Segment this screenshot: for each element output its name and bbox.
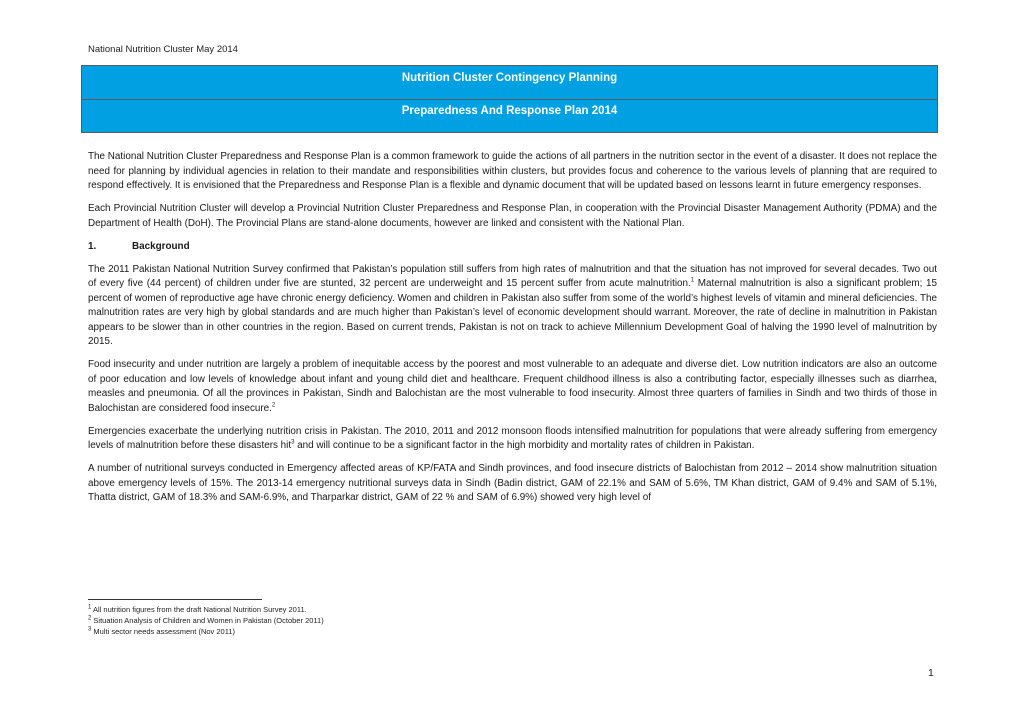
footnote-mark: 2 — [88, 615, 92, 622]
footnote-ref: 2 — [271, 402, 276, 409]
footnote-separator — [88, 599, 262, 600]
paragraph-text: Emergencies exacerbate the underlying nutrition crisis in Pakistan. The 2010, 2011 and 2012 monsoon floods intensified malnutrition for populations that were already suffering from emergency levels of malnutrition before these disasters hit — [88, 425, 937, 451]
document-title: Nutrition Cluster Contingency Planning — [401, 72, 618, 84]
section-heading — [88, 240, 937, 255]
footnote-mark: 1 — [88, 604, 92, 611]
footnote-text: All nutrition figures from the draft National Nutrition Survey 2011. — [91, 605, 307, 614]
running-header: National Nutrition Cluster May 2014 — [88, 44, 238, 55]
paragraph-text: and will continue to be a significant factor in the high morbidity and mortality rates of children in Pakistan. — [294, 440, 755, 451]
document-subtitle: Preparedness And Response Plan 2014 — [82, 99, 937, 132]
footnote-3 — [88, 626, 688, 637]
paragraph-text: Maternal malnutrition is also a significant problem; 15 percent of women of reproductive age have chronic energy deficiency. Women and children in Pakistan also suffer from some of the world’s highest levels of vitamin and mineral deficiencies. The malnutrition rates are very high by global standards and are much higher than Pakistan’s level of economic development should warrant. Moreover, the rate of decline in malnutrition in Pakistan appears to be slower than in other countries in the region. Based on current trends, Pakistan is not on track to achieve Millennium Development Goal of halving the 1990 level of malnutrition by 2015. — [88, 278, 938, 347]
paragraph-text: Food insecurity and under nutrition are largely a problem of inequitable access by the poorest and most vulnerable to an adequate and diverse diet. Low nutrition indicators are also an outcome of poor education and low levels of knowledge about infant and young child diet and healthcare. Frequent childhood illness is also a contributing factor, especially illnesses such as diarrhea, measles and pneumonia. Of all the provinces in Pakistan, Sindh and Balochistan are the most vulnerable to food insecurity. Almost three quarters of families in Sindh and two thirds of those in Balochistan are considered food insecure. — [88, 359, 937, 414]
footnote-mark: 3 — [88, 626, 92, 633]
section-number: 1. — [88, 240, 97, 252]
footnote-ref: 1 — [690, 277, 695, 284]
background-paragraph-1 — [88, 263, 937, 350]
footnote-ref: 3 — [291, 439, 295, 446]
intro-paragraph-2: Each Provincial Nutrition Cluster will develop a Provincial Nutrition Cluster Preparedness and Response Plan, in cooperation with the Provincial Disaster Management Authority (PDMA) and the Department of Health (DoH). The Provincial Plans are stand-alone documents, however are linked and consistent with the National Plan. — [88, 203, 937, 229]
background-paragraph-2 — [88, 358, 937, 416]
page-number: 1 — [928, 667, 934, 679]
section-title: Background — [132, 240, 190, 252]
background-paragraph-4: A number of nutritional surveys conducted in Emergency affected areas of KP/FATA and Sindh provinces, and food insecure districts of Balochistan from 2012 – 2014 show malnutrition situation above emergency levels of 15%. The 2013-14 emergency nutritional surveys data in Sindh (Badin district, GAM of 22.1% and SAM of 5.6%, TM Khan district, GAM of 9.4% and SAM of 5.1%, Thatta district, GAM of 18.3% and SAM-6.9%, and Tharparkar district, GAM of 22 % and SAM of 6.9%) showed very high level of — [88, 463, 937, 503]
intro-paragraph-1: The National Nutrition Cluster Preparedness and Response Plan is a common framework to guide the actions of all partners in the nutrition sector in the event of a disaster. It does not replace the need for planning by individual agencies in relation to their mandate and responsibilities within clusters, but provides focus and coherence to the various levels of planning that are required to respond effectively. It is envisioned that the Preparedness and Response Plan is a flexible and dynamic document that will be updated based on lessons learnt in future emergency responses. — [88, 151, 937, 191]
footnote-1 — [88, 604, 688, 615]
title-box — [81, 65, 938, 133]
footnote-text: Situation Analysis of Children and Women in Pakistan (October 2011) — [91, 616, 324, 625]
footnotes — [88, 604, 688, 637]
document-body — [88, 150, 937, 514]
footnote-text: Multi sector needs assessment (Nov 2011) — [91, 627, 236, 636]
paragraph-text: The 2011 Pakistan National Nutrition Survey confirmed that Pakistan’s population still suffers from high rates of malnutrition and that the situation has not improved for several decades. Two out of every five (44 percent) of children under five are stunted, 32 percent are underweight and 15 percent suffer from acute malnutrition. — [88, 263, 937, 289]
background-paragraph-3 — [88, 425, 937, 454]
footnote-2 — [88, 615, 688, 626]
